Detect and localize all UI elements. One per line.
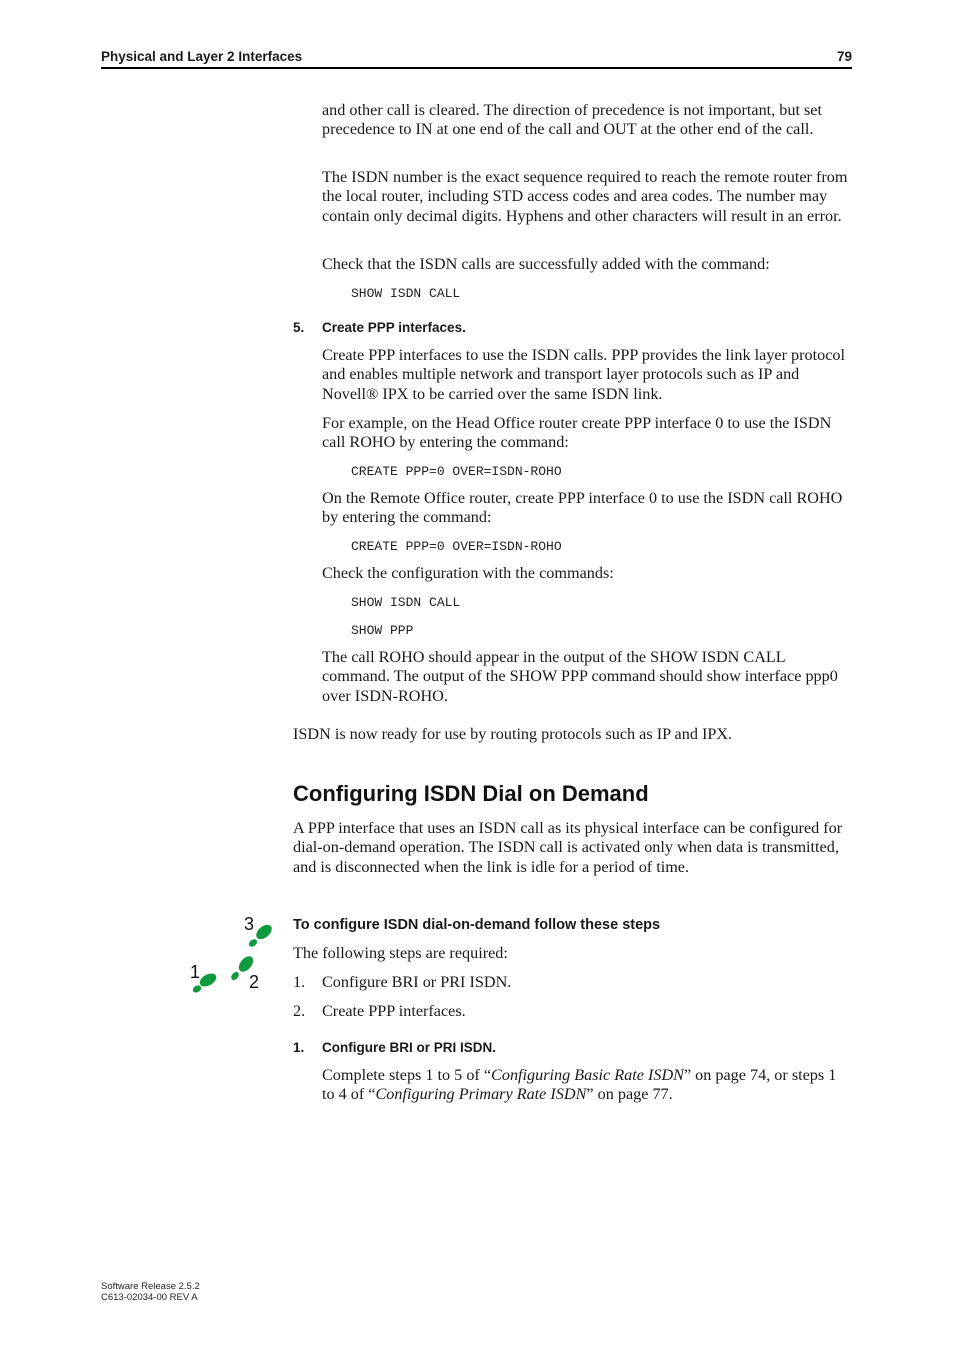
- page-number: 79: [836, 49, 852, 64]
- list-item-text: Configure BRI or PRI ISDN.: [322, 973, 512, 991]
- section-heading: Configuring ISDN Dial on Demand: [293, 781, 649, 806]
- list-item-number: 1.: [293, 973, 306, 991]
- procedure-heading: To configure ISDN dial-on-demand follow these steps: [293, 917, 661, 933]
- step-title: Create PPP interfaces.: [322, 320, 466, 335]
- header-rule: [101, 67, 852, 69]
- command-show-isdn-call-2: SHOW ISDN CALL: [351, 595, 461, 610]
- step5-paragraph-4: Check the configuration with the commands:: [322, 564, 614, 582]
- step-number: 1.: [293, 1040, 305, 1055]
- footer-doc-code: C613-02034-00 REV A: [101, 1292, 198, 1303]
- command-show-isdn-call: SHOW ISDN CALL: [351, 286, 461, 301]
- section-paragraph: A PPP interface that uses an ISDN call as its physical interface can be configured for dial-on-demand operation. The ISDN call is activated only when data is transmitted, and is disconnected when the link is idle for a period of time.: [293, 819, 843, 876]
- intro-paragraph-3: Check that the ISDN calls are successfully added with the command:: [322, 255, 770, 273]
- footer-release: Software Release 2.5.2: [101, 1281, 200, 1292]
- cross-reference-primary-rate-isdn[interactable]: Configuring Primary Rate ISDN: [375, 1085, 587, 1104]
- list-item-text: Create PPP interfaces.: [322, 1002, 466, 1020]
- footstep-number-2: 2: [249, 972, 260, 992]
- list-item: [293, 1002, 853, 1021]
- step5-paragraph-1: Create PPP interfaces to use the ISDN calls. PPP provides the link layer protocol and enables multiple network and transport layer protocols such as IP and Novell® IPX to be carried over the same ISDN link.: [322, 346, 846, 403]
- step-title: Configure BRI or PRI ISDN.: [322, 1040, 497, 1055]
- cross-reference-basic-rate-isdn[interactable]: Configuring Basic Rate ISDN: [491, 1066, 684, 1084]
- command-create-ppp-remote-office: CREATE PPP=0 OVER=ISDN-ROHO: [351, 539, 562, 554]
- step-number: 5.: [293, 320, 305, 335]
- required-steps-intro: The following steps are required:: [293, 944, 508, 962]
- footprints-icon: [186, 914, 278, 998]
- footstep-number-1: 1: [190, 962, 201, 982]
- step5-paragraph-5: The call ROHO should appear in the output of the SHOW ISDN CALL command. The output of the SHOW PPP command should show interface ppp0 over ISDN-ROHO.: [322, 648, 838, 705]
- footsteps-icon: [186, 914, 278, 998]
- step1-text-part: ” on page 74, or steps 1 to 4 of “: [322, 1066, 837, 1104]
- step5-paragraph-3: On the Remote Office router, create PPP interface 0 to use the ISDN call ROHO by entering the command:: [322, 489, 843, 527]
- list-item-number: 2.: [293, 1002, 306, 1020]
- command-create-ppp-head-office: CREATE PPP=0 OVER=ISDN-ROHO: [351, 464, 562, 479]
- ready-statement: ISDN is now ready for use by routing protocols such as IP and IPX.: [293, 725, 733, 743]
- step1-text-part: ” on page 77.: [586, 1085, 673, 1104]
- list-item: [293, 973, 853, 992]
- command-show-ppp: SHOW PPP: [351, 623, 414, 638]
- step5-paragraph-2: For example, on the Head Office router create PPP interface 0 to use the ISDN call ROHO by entering the command:: [322, 414, 832, 452]
- intro-paragraph-1: and other call is cleared. The direction of precedence is not important, but set precedence to IN at one end of the call and OUT at the other end of the call.: [322, 101, 822, 139]
- step1-paragraph: [322, 1066, 850, 1105]
- intro-paragraph-2: The ISDN number is the exact sequence required to reach the remote router from the local router, including STD access codes and area codes. The number may contain only decimal digits. Hyphens and other characters will result in an error.: [322, 168, 848, 225]
- footstep-number-3: 3: [244, 914, 255, 934]
- running-header-title: Physical and Layer 2 Interfaces: [101, 49, 303, 64]
- step1-text-part: Complete steps 1 to 5 of “: [322, 1066, 492, 1084]
